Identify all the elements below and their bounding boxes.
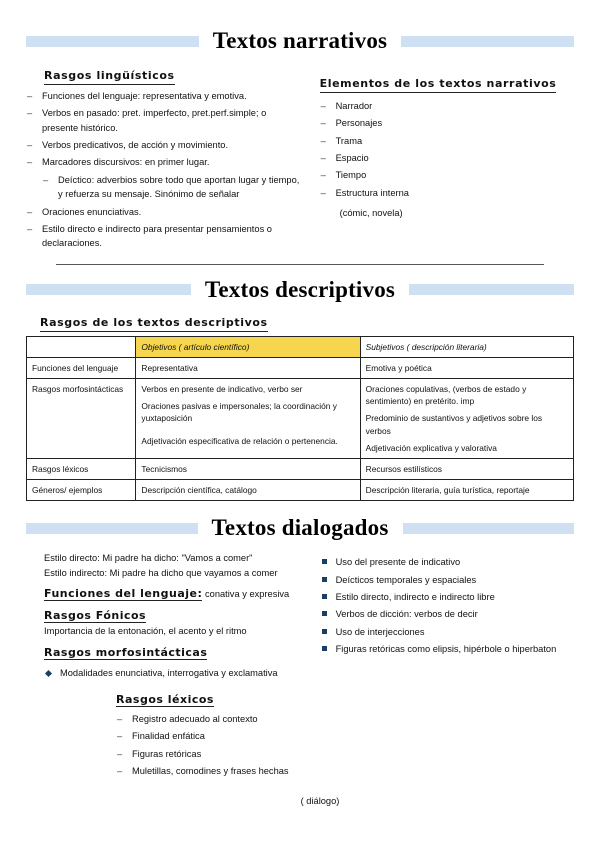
rasgos-lexicos-label: Rasgos léxicos: [116, 693, 214, 707]
estilo-indirecto-line: Estilo indirecto: Mi padre ha dicho que vayamos a comer: [44, 568, 278, 579]
list-item: – Figuras retóricas: [116, 747, 302, 761]
row-subjetivos: [360, 480, 573, 501]
table-row: [27, 480, 574, 501]
banner-bar-right: [409, 284, 574, 295]
cell-text: Oraciones copulativas, (verbos de estado y sentimiento) en pretérito. imp: [365, 383, 527, 407]
list-item: – Deíctico: adverbios sobre todo que aportan lugar y tiempo, y refuerza su mensaje. Sinónimo de señalar: [42, 173, 302, 202]
row-label: Géneros/ ejemplos: [27, 480, 136, 501]
row-subjetivos: [360, 458, 573, 479]
cell-text: Emotiva y poética: [365, 362, 432, 373]
cell-text: Adjetivación explicativa y valorativa: [365, 442, 497, 453]
row-objetivos: [136, 480, 360, 501]
table-header-row: [27, 336, 574, 357]
list-item-label: Marcadores discursivos: en primer lugar.: [42, 157, 210, 168]
narrativos-right-column: [320, 66, 574, 254]
dialogados-right-list: [320, 555, 574, 656]
row-label: Rasgos léxicos: [27, 458, 136, 479]
section-banner-narrativos: [26, 28, 574, 54]
funciones-lenguaje-line: [44, 585, 302, 603]
narrativos-left-sublist: [42, 173, 302, 202]
row-subjetivos: [360, 378, 573, 458]
banner-bar-right: [403, 523, 575, 534]
list-item: Modalidades enunciativa, interrogativa y exclamativa: [44, 666, 302, 680]
list-item: – Verbos predicativos, de acción y movimiento.: [26, 138, 302, 152]
funciones-lenguaje-label: Funciones del lenguaje:: [44, 587, 203, 600]
banner-bar-right: [401, 36, 574, 47]
table-row: [27, 357, 574, 378]
narrativos-content: [26, 66, 574, 254]
list-item: – Verbos en pasado: pret. imperfecto, pret.perf.simple; o presente histórico.: [26, 106, 302, 135]
cell-text: Descripción literaria, guía turística, reportaje: [365, 485, 530, 496]
row-label: Funciones del lenguaje: [27, 357, 136, 378]
section-title-dialogados: Textos dialogados: [211, 515, 389, 541]
list-item: Uso de interjecciones: [320, 625, 574, 639]
cell-text: Recursos estilísticos: [365, 463, 442, 474]
cell-text: Predominio de sustantivos y adjetivos sobre los verbos: [365, 413, 543, 436]
section-title-narrativos: Textos narrativos: [212, 28, 388, 53]
rasgos-fonicos-text: Importancia de la entonación, el acento y el ritmo: [44, 626, 247, 637]
cell-text: Oraciones pasivas e impersonales; la coordinación y yuxtaposición: [141, 401, 337, 424]
dialogados-right-column: [320, 551, 574, 781]
row-label: Rasgos morfosintácticas: [27, 378, 136, 458]
list-item: – Estilo directo e indirecto para presentar pensamientos o declaraciones.: [26, 222, 302, 251]
section-title-descriptivos: Textos descriptivos: [204, 276, 396, 302]
banner-bar-left: [26, 284, 191, 295]
list-item: – Muletillas, comodines y frases hechas: [116, 764, 302, 778]
list-item: Figuras retóricas como elipsis, hipérbole o hiperbaton: [320, 642, 574, 656]
narrativos-right-heading: Elementos de los textos narrativos: [320, 77, 557, 93]
cell-text: Representativa: [141, 362, 198, 373]
table-row: [27, 378, 574, 458]
list-item: Uso del presente de indicativo: [320, 555, 574, 569]
section-banner-descriptivos: [26, 277, 574, 303]
cell-text: Verbos en presente de indicativo, verbo ser: [141, 383, 303, 394]
row-objetivos: [136, 458, 360, 479]
narrativos-note: (cómic, novela): [339, 208, 403, 219]
rasgos-morfo-list: [44, 666, 302, 680]
estilo-directo-line: Estilo directo: Mi padre ha dicho: "Vamos a comer": [44, 553, 253, 564]
banner-bar-left: [26, 36, 199, 47]
narrativos-left-column: [26, 66, 302, 254]
cell-text: Tecnicismos: [141, 463, 187, 474]
table-header-cell-empty: [27, 336, 136, 357]
rasgos-morfosintacticas-label: Rasgos morfosintácticas: [44, 646, 208, 660]
list-item: – Trama: [320, 134, 574, 148]
list-item: [26, 155, 302, 201]
list-item: – Tiempo: [320, 168, 574, 182]
list-item: Deícticos temporales y espaciales: [320, 573, 574, 587]
descriptivos-table-heading: Rasgos de los textos descriptivos: [40, 316, 268, 332]
cell-text: Adjetivación especificativa de relación o pertenencia.: [141, 435, 338, 446]
dialogados-content: [26, 551, 574, 781]
narrativos-right-list: [320, 99, 574, 200]
list-item: – Estructura interna: [320, 186, 574, 200]
table-header-cell-subjetivos: Subjetivos ( descripción literaria): [360, 336, 573, 357]
descriptivos-table: [26, 336, 574, 502]
list-item: – Narrador: [320, 99, 574, 113]
table-header-cell-objetivos: Objetivos ( artículo científico): [136, 336, 360, 357]
rasgos-fonicos-heading-wrap: [44, 607, 302, 625]
list-item: Verbos de dicción: verbos de decir: [320, 607, 574, 621]
dialogados-closing-note: ( diálogo): [300, 795, 340, 806]
funciones-lenguaje-text: conativa y expresiva: [205, 589, 290, 599]
list-item: Estilo directo, indirecto e indirecto libre: [320, 590, 574, 604]
row-objetivos: [136, 357, 360, 378]
narrativos-left-heading: Rasgos lingüísticos: [44, 69, 175, 85]
rasgos-fonicos-label: Rasgos Fónicos: [44, 608, 147, 622]
rasgos-morfo-heading-wrap: [44, 644, 302, 662]
row-objetivos: [136, 378, 360, 458]
table-row: [27, 458, 574, 479]
section-banner-dialogados: [26, 515, 574, 541]
list-item: – Finalidad enfática: [116, 729, 302, 743]
list-item: – Funciones del lenguaje: representativa y emotiva.: [26, 89, 302, 103]
list-item: – Espacio: [320, 151, 574, 165]
row-subjetivos: [360, 357, 573, 378]
list-item: – Registro adecuado al contexto: [116, 712, 302, 726]
list-item: – Personajes: [320, 116, 574, 130]
dialogados-left-column: [26, 551, 302, 781]
rasgos-lexicos-heading-wrap: [116, 690, 302, 708]
list-item: – Oraciones enunciativas.: [26, 205, 302, 219]
cell-text: Descripción científica, catálogo: [141, 485, 257, 496]
banner-bar-left: [26, 523, 198, 534]
narrativos-left-list: [26, 89, 302, 251]
rasgos-lexicos-list: [116, 712, 302, 779]
